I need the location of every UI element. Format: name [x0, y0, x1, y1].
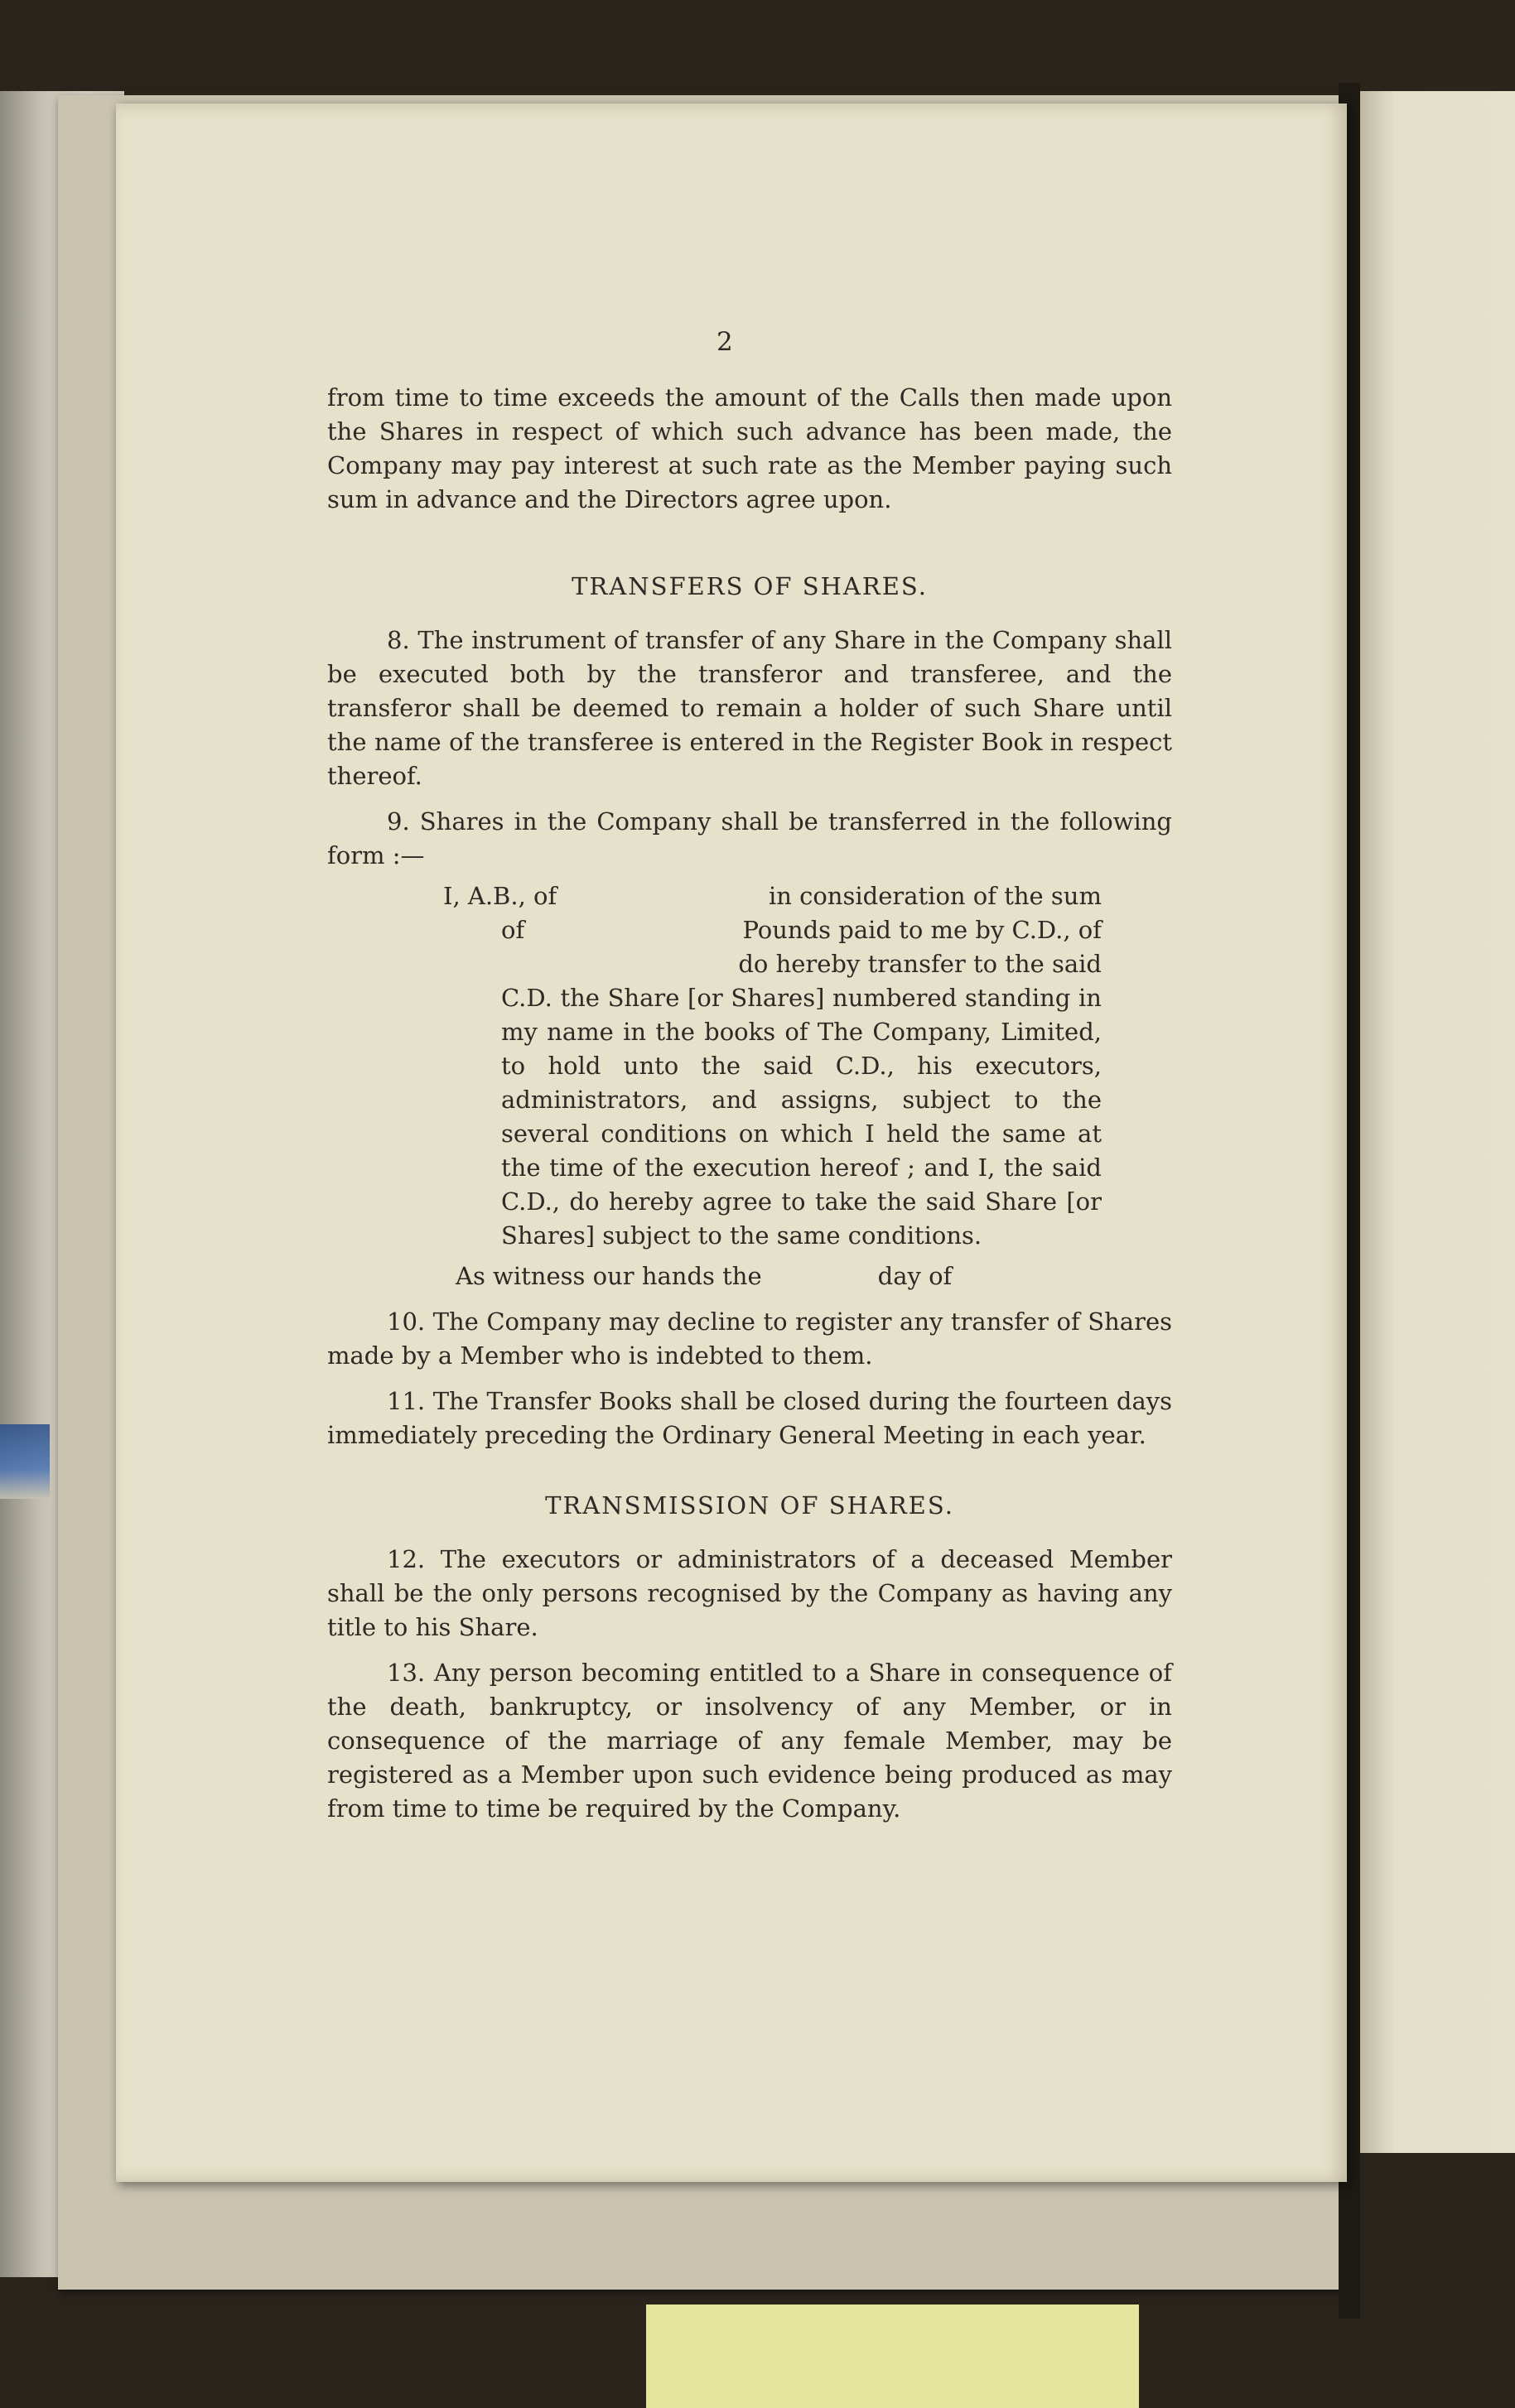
form-line2-left: of [501, 916, 525, 944]
clause-8: 8. The instrument of transfer of any Share in the Company shall be executed both by the transferor and transferee, and the transferor shall be deemed to remain a holder of such Share until the name of the transferee is entered in the Register Book in respect thereof. [327, 626, 1172, 790]
form-line1-right: in consideration of the sum [768, 882, 1102, 910]
clause-10: 10. The Company may decline to register any transfer of Shares made by a Member who is indebted to them. [327, 1308, 1172, 1370]
page-number: 2 [716, 327, 733, 357]
clause-13: 13. Any person becoming entitled to a Share in consequence of the death, bankruptcy, or insolvency of any Member, or in consequence of the marriage of any female Member, may be registered as a Member upon such evidence being produced as may from time to time be required by the Company. [327, 1659, 1172, 1823]
form-line-1 [443, 879, 1102, 913]
form-line1-left: I, A.B., of [443, 882, 557, 910]
clause-11: 11. The Transfer Books shall be closed during the fourteen days immediately preceding the Ordinary General Meeting in each year. [327, 1387, 1172, 1449]
clause-9: 9. Shares in the Company shall be transferred in the following form :— [327, 807, 1172, 869]
heading-transfers: TRANSFERS OF SHARES. [572, 572, 928, 600]
clause-12: 12. The executors or administrators of a deceased Member shall be the only persons recognised by the Company as having any title to his Share. [327, 1545, 1172, 1641]
form-body: C.D. the Share [or Shares] numbered standing in my name in the books of The Company, Limited, to hold unto the said C.D., his executors, administrators, and assigns, subject to the several conditions on which I held the same at the time of the execution hereof ; and I, the said C.D., do hereby agree to take the said Share [or Shares] subject to the same conditions. [501, 984, 1102, 1250]
transfer-form [443, 879, 1102, 1253]
form-line2-right: Pounds paid to me by C.D., of [742, 916, 1102, 944]
form-witness-line [456, 1259, 1172, 1293]
heading-transmission: TRANSMISSION OF SHARES. [545, 1491, 954, 1519]
facing-page-edge [1354, 91, 1515, 2153]
paper-tab [646, 2304, 1139, 2408]
form-line-3: do hereby transfer to the said [738, 950, 1102, 978]
binder-blue-stripe [0, 1424, 50, 1499]
carryover-paragraph: from time to time exceeds the amount of the Calls then made upon the Shares in respect of which such advance has been made, the Company may pay interest at such rate as the Member paying such sum in advance and the Directors agree upon. [327, 383, 1172, 513]
form-line-2 [443, 913, 1102, 947]
witness-right: day of [877, 1262, 953, 1290]
witness-left: As witness our hands the [456, 1262, 762, 1290]
page-text [327, 323, 1172, 1826]
